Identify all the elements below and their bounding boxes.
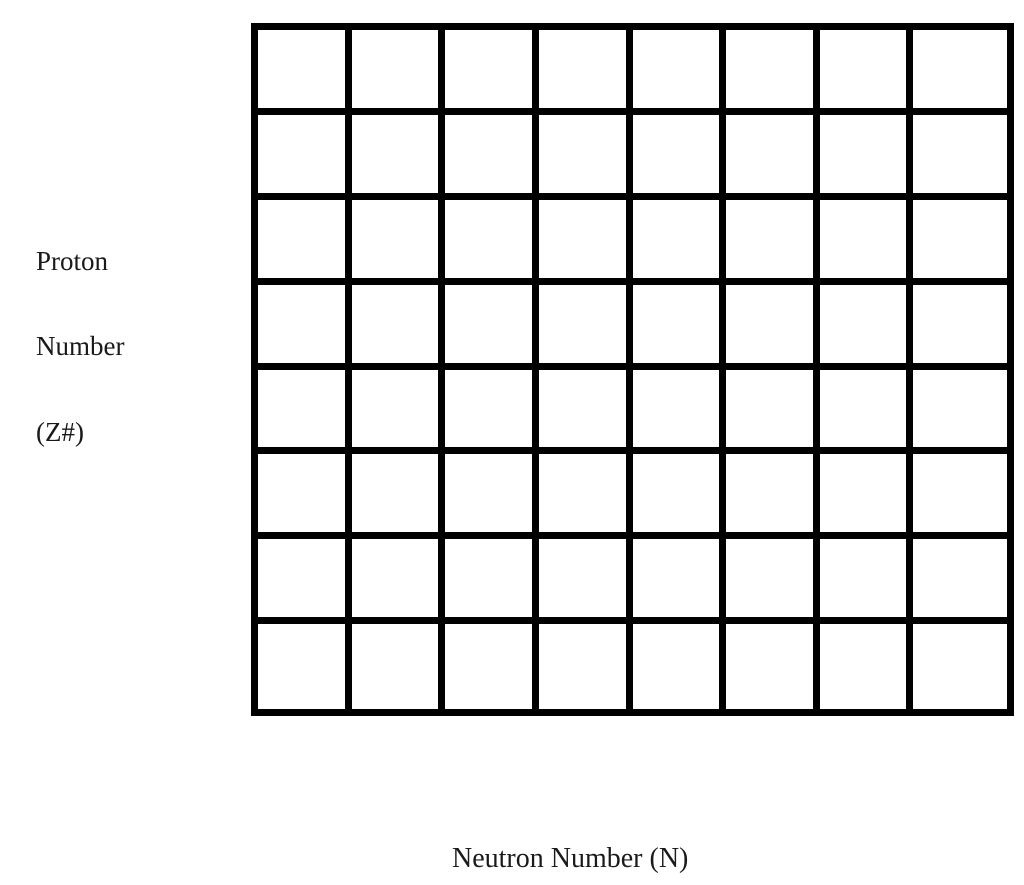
grid-cell: [539, 539, 633, 624]
grid-cell: [820, 454, 914, 539]
grid-cell: [258, 200, 352, 285]
grid-cell: [258, 370, 352, 455]
grid-cell: [633, 624, 727, 709]
y-axis-label-line-2: Number: [36, 331, 125, 361]
grid-cell: [913, 539, 1007, 624]
grid-cell: [820, 200, 914, 285]
grid-cell: [633, 454, 727, 539]
grid-cell: [726, 115, 820, 200]
y-axis-label-line-1: Proton: [36, 246, 109, 276]
grid-cell: [445, 454, 539, 539]
grid-cell: [352, 454, 446, 539]
grid-cell: [913, 115, 1007, 200]
grid-cell: [820, 115, 914, 200]
grid-cell: [913, 370, 1007, 455]
grid-cell: [258, 454, 352, 539]
grid-cell: [539, 30, 633, 115]
grid-cell: [633, 200, 727, 285]
grid-cell: [633, 285, 727, 370]
grid-cell: [820, 30, 914, 115]
grid-cell: [913, 454, 1007, 539]
grid-cell: [445, 30, 539, 115]
nuclide-grid: [251, 23, 1014, 716]
grid-cell: [726, 370, 820, 455]
grid-cell: [352, 539, 446, 624]
grid-cell: [726, 285, 820, 370]
grid-cell: [352, 285, 446, 370]
grid-cell: [726, 539, 820, 624]
grid-cell: [539, 624, 633, 709]
grid-cell: [820, 539, 914, 624]
grid-cell: [913, 624, 1007, 709]
grid-cell: [726, 454, 820, 539]
grid-cell: [445, 200, 539, 285]
grid-cell: [445, 115, 539, 200]
grid-cell: [913, 200, 1007, 285]
grid-cell: [445, 539, 539, 624]
grid-cell: [352, 30, 446, 115]
grid-cell: [352, 115, 446, 200]
grid-cell: [633, 370, 727, 455]
grid-cell: [820, 370, 914, 455]
grid-cell: [258, 115, 352, 200]
grid-cell: [258, 285, 352, 370]
grid-cell: [913, 285, 1007, 370]
grid-cell: [633, 115, 727, 200]
grid-cell: [820, 624, 914, 709]
grid-cell: [258, 624, 352, 709]
grid-cell: [726, 200, 820, 285]
grid-cell: [445, 370, 539, 455]
grid-cell: [352, 624, 446, 709]
grid-cell: [633, 539, 727, 624]
grid-cell: [539, 115, 633, 200]
grid-cell: [726, 30, 820, 115]
grid-cell: [539, 454, 633, 539]
y-axis-label-line-3: (Z#): [36, 417, 84, 447]
grid-cell: [539, 370, 633, 455]
grid-cell: [633, 30, 727, 115]
grid-cell: [539, 200, 633, 285]
grid-cell: [445, 624, 539, 709]
grid-cell: [820, 285, 914, 370]
x-axis-label: Neutron Number (N): [452, 843, 689, 874]
grid-cell: [539, 285, 633, 370]
grid-cell: [726, 624, 820, 709]
grid-cell: [352, 200, 446, 285]
grid-cell: [258, 539, 352, 624]
grid-cell: [445, 285, 539, 370]
grid-cell: [913, 30, 1007, 115]
grid-cell: [352, 370, 446, 455]
grid-cell: [258, 30, 352, 115]
